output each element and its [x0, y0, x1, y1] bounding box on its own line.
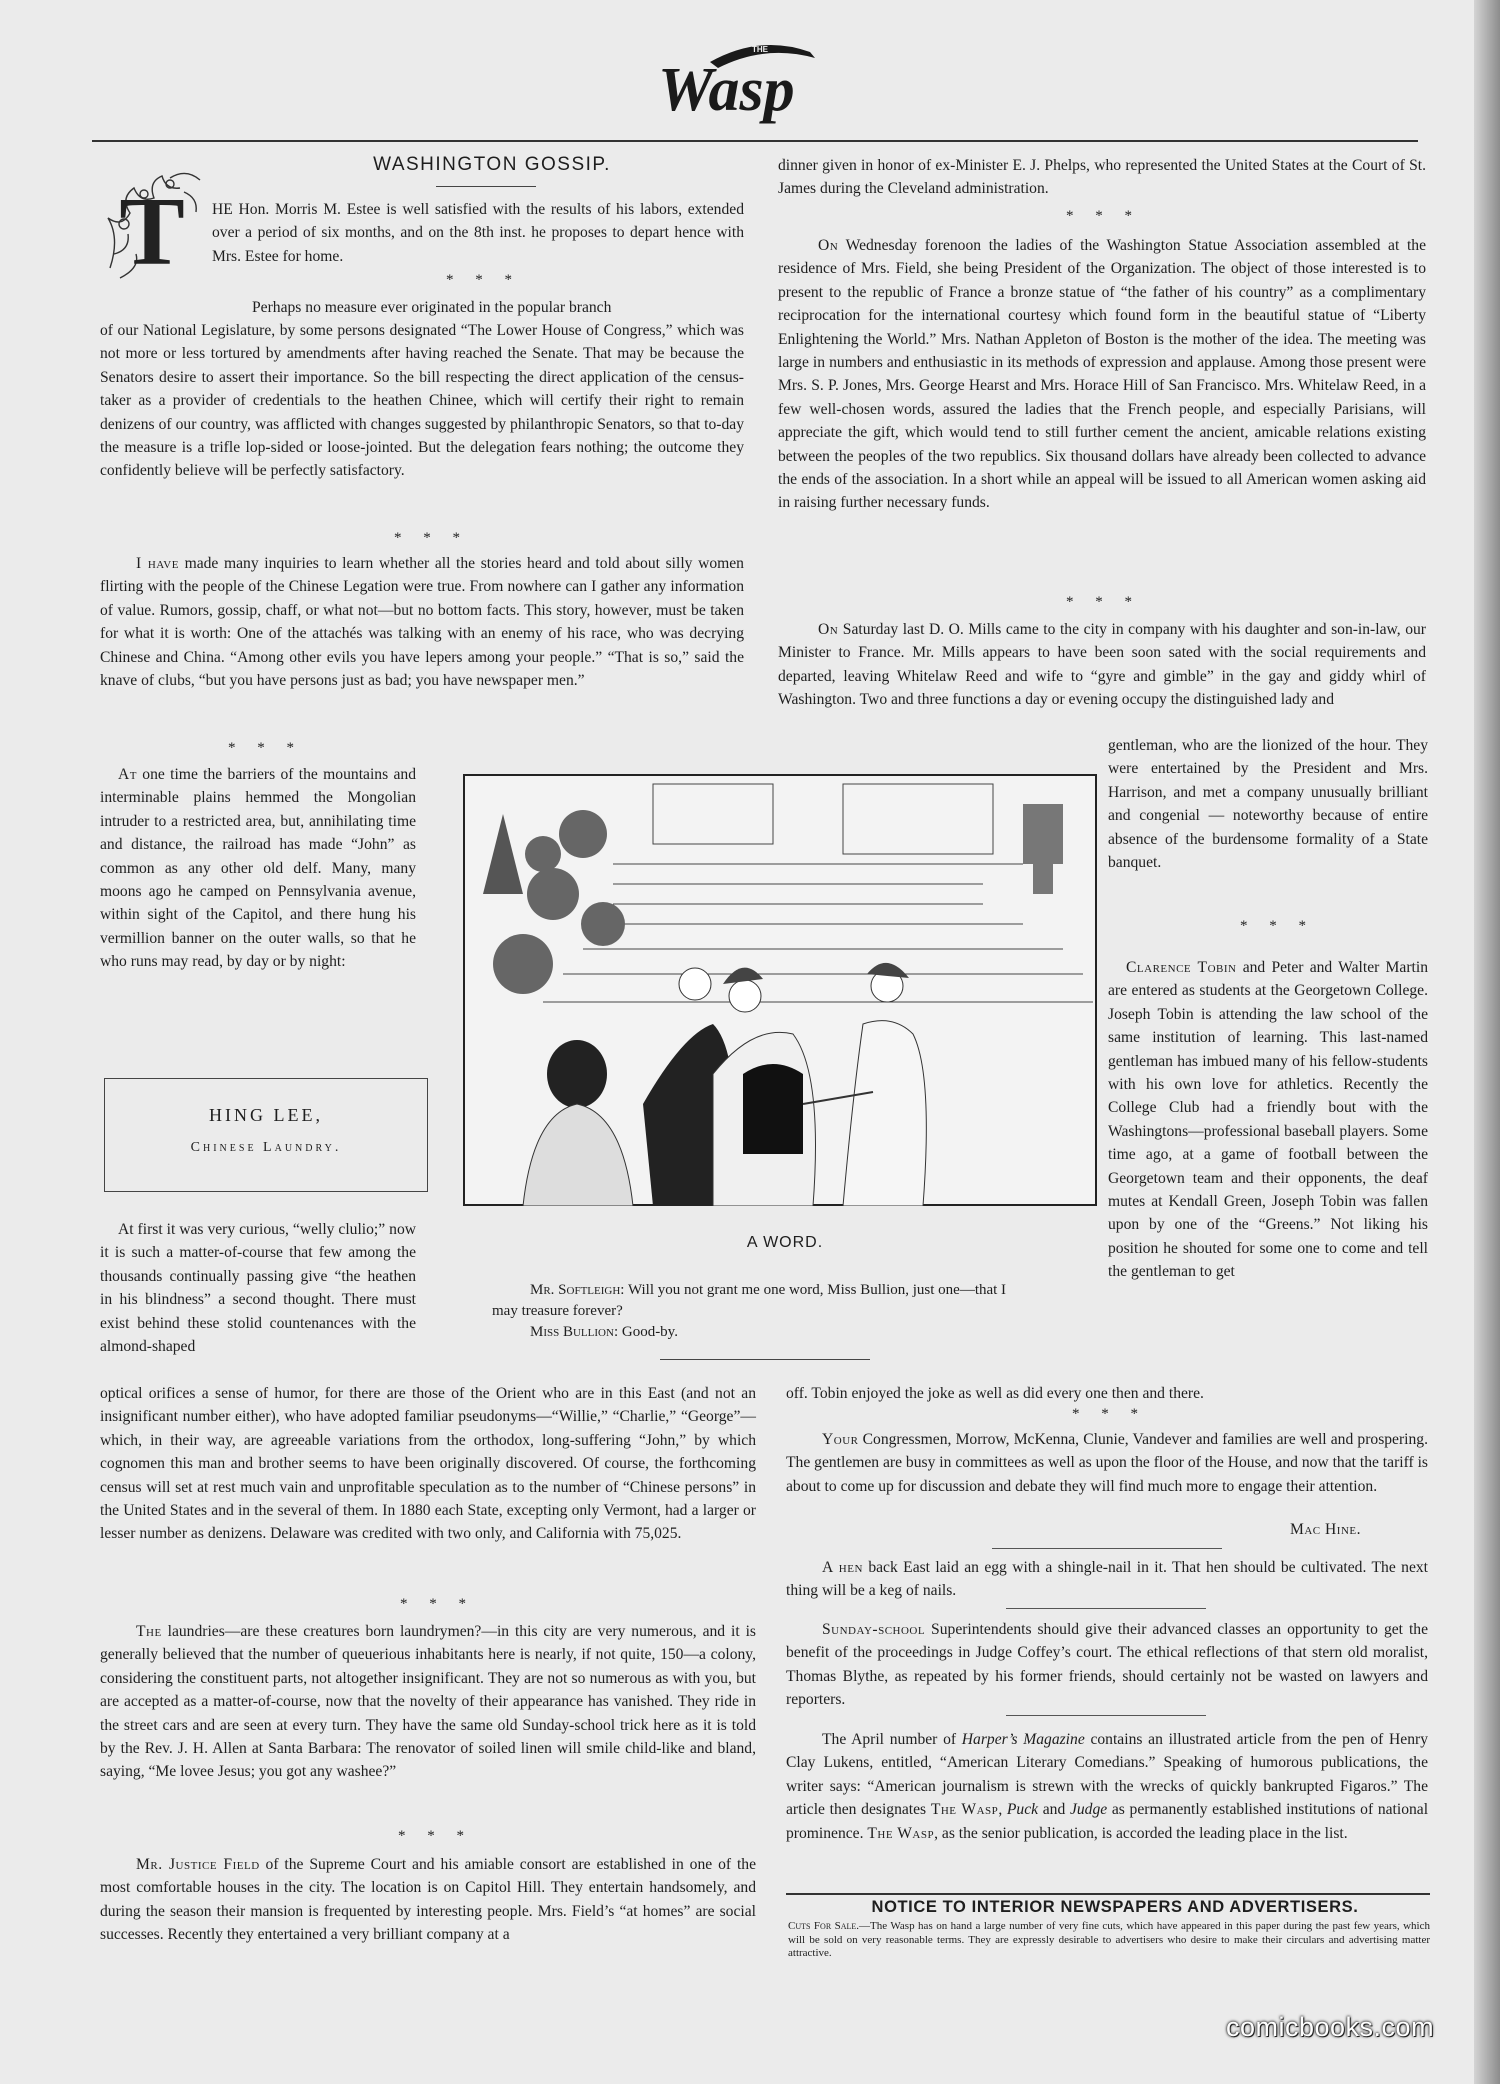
caption-line: : Good-by. — [613, 1324, 678, 1340]
smallcaps-lead: On — [818, 621, 839, 638]
paragraph-phelps: dinner given in honor of ex-Minister E. J. Phelps, who represented the United States at the Court of St. James during the Cleveland administration. — [778, 157, 1426, 198]
paragraph-sunday-school — [786, 1618, 1428, 1712]
smallcaps-lead: Clarence Tobin — [1126, 959, 1237, 976]
paragraph-text: back East laid an egg with a shingle-nail in it. That hen should be cultivated. The next thing will be a keg of nails. — [786, 1559, 1428, 1600]
paragraph-text: and Peter and Walter Martin are entered as students at the Georgetown College. Joseph Tobin is attending the law school of the same institution of learning. This last-named gentleman has imbued many of his fellow-students with his own love for athletics. Recently the College Club had a friendly bout with the Washingtons—professional baseball players. Some time ago, at a game of football between the Georgetown team and their opponents, the deaf mutes at Kendall Green, Joseph Tobin was fallen upon by one of the “Greens.” Not liking his position he shouted for some one to come and tell the gentleman to get — [1108, 959, 1428, 1281]
smallcaps-lead: A hen — [822, 1559, 863, 1576]
illustration-title: A WORD. — [746, 1234, 824, 1251]
publication-name: The Wasp — [930, 1801, 999, 1819]
notice-rule — [786, 1893, 1430, 1895]
smallcaps-lead: Mr. Justice Field — [136, 1856, 260, 1873]
article-heading: WASHINGTON GOSSIP. — [373, 154, 611, 175]
paragraph-text: Congressmen, Morrow, McKenna, Clunie, Vandever and families are well and prospering. The gentlemen are busy in committees as well as upon the floor of the House, and now that the tariff is about to come up for discussion and debate they will find much more to engage their attention. — [786, 1431, 1428, 1495]
paragraph-tobin — [1108, 956, 1428, 1284]
section-stars: * * * — [446, 272, 521, 288]
paragraph-laundries — [100, 1620, 756, 1784]
caption-rule — [660, 1359, 870, 1360]
site-watermark: comicbooks.com — [1226, 2012, 1435, 2042]
magazine-title: Harper’s Magazine — [961, 1731, 1085, 1748]
sign-subtitle: Chinese Laundry. — [190, 1140, 342, 1155]
paragraph-mills-cont: gentleman, who are the lionized of the hour. They were entertained by the President and Mrs. Harrison, and met a company unusually brilliant and congenial — noteworthy because of entire absence of the burdensome formality of a State banquet. — [1108, 737, 1428, 872]
section-stars: * * * — [1072, 1406, 1147, 1422]
caption-speaker: Miss Bullion — [530, 1324, 614, 1340]
paragraph-text: and — [1038, 1801, 1070, 1819]
section-stars: * * * — [228, 740, 303, 756]
masthead-the: THE — [752, 45, 768, 54]
caption-dialogue-2 — [530, 1322, 830, 1343]
notice-lead: Cuts For Sale. — [788, 1920, 860, 1932]
section-stars: * * * — [1066, 594, 1141, 610]
publication-name: The Wasp — [867, 1824, 935, 1842]
paragraph-text: Wednesday forenoon the ladies of the Washington Statue Association assembled at the residence of Mrs. Field, she being President of the Organization. The object of those interested is to present to the republic of France a bronze statue of “the father of his country” as a complimentary reciprocation for the international courtesy which found form in the beautiful statue of “Liberty Enlightening the World.” Mrs. Nathan Appleton of Boston is the mother of the idea. The meeting was large in numbers and enthusiastic in its methods of expression and applause. Among those present were Mrs. S. P. Jones, Mrs. George Hearst and Mrs. Horace Hill of San Francisco. Mrs. Whitelaw Reed, in a few well-chosen words, assured the ladies that the French people, and especially Parisians, will appreciate the gift, which would tend to still further cement the ancient, amicable relations existing between the peoples of the two republics. Six thousand dollars have already been collected to advance the ends of the association. In a short while an appeal will be issued to all American women asking aid in raising further necessary funds. — [778, 237, 1426, 512]
smallcaps-lead: The — [136, 1623, 162, 1640]
paragraph-hen — [786, 1556, 1428, 1603]
caption-line: : Will you not grant me one word, Miss Bullion, just one—that I may treasure forever? — [492, 1282, 1007, 1319]
smallcaps-lead: On — [818, 237, 839, 254]
paragraph-text: as permanently established institutions of national prominence. — [786, 1801, 1429, 1842]
notice-text: —The Wasp has on hand a large number of very fine cuts, which have appeared in this paper during the past few years, which will be sold on very reasonable terms. They are expressly desirable to advertisers who desire to make their circulars and advertising matter attractive. — [788, 1920, 1430, 1959]
publication-name: Judge — [1069, 1801, 1108, 1819]
masthead-logo — [640, 22, 850, 142]
paragraph-text: laundries—are these creatures born laundrymen?—in this city are very numerous, and it is generally believed that the number of queuerious inhabitants here is nearly, if not quite, 150—a colony, considering the constituent parts, not altogether insignificant. They are not so numerous as with you, but are accepted as a matter-of-course, now that the novelty of their appearance has vanished. They ride in the street cars and are seen at every turn. They have the same old Sunday-school trick here as it is told by the Rev. J. H. Allen at Santa Barbara: The renovator of soiled linen will smile child-like and bland, saying, “Me lovee Jesus; you got any washee?” — [100, 1623, 756, 1781]
paragraph-measure-lead: Perhaps no measure ever originated in the popular branch — [252, 299, 612, 316]
paragraph-text: made many inquiries to learn whether all the stories heard and told about silly women flirting with the people of the Chinese Legation were true. From nowhere can I gather any information of value. Rumors, gossip, chaff, or what not—but no bottom facts. This story, however, must be taken for what it is worth: One of the attachés was talking with an enemy of his race, who was decrying Chinese and China. “Among other evils you have lepers among your people.” “That is so,” said the knave of clubs, “but you have persons just as bad; you have newspaper men.” — [100, 555, 744, 690]
paragraph-tobin-cont: off. Tobin enjoyed the joke as well as did every one then and there. — [786, 1385, 1204, 1402]
publication-name: Puck — [1006, 1801, 1039, 1819]
paragraph-curious-cont: optical orifices a sense of humor, for there are those of the Orient who are in this East (and not an insignificant number either), who have adopted familiar pseudonyms—“Willie,” “Charlie,” “George”—which, in their way, are agreeable variations from the orthodox, long-suffering “John,” by which cognomen this man and brother seems to have been originally discovered. Of course, the forthcoming census will set at rest much vain and unprofitable speculation as to the number of “Chinese persons” in the United States and in the several of them. In 1880 each State, excepting only Vermont, had a larger or lesser number as denizens. Delaware was credited with two only, and California with 75,025. — [100, 1385, 756, 1543]
page-edge-shadow — [1474, 0, 1500, 2084]
laundry-sign — [104, 1078, 428, 1192]
paragraph-estee: HE Hon. Morris M. Estee is well satisfied with the results of his labors, extended over a period of six months, and on the 8th inst. he proposes to depart hence with Mrs. Estee for home. — [212, 201, 744, 265]
paragraph-text: , — [998, 1801, 1007, 1819]
paragraph-text: Saturday last D. O. Mills came to the city in company with his daughter and son-in-law, our Minister to France. Mr. Mills appears to have been soon sated with the social requirements and departed, leaving Whitelaw Reed and wife to “gyre and gimble” in the gay and giddy whirl of Washington. Two and three functions a day or evening occupy the distinguished lady and — [778, 621, 1426, 709]
smallcaps-lead: At — [118, 766, 137, 783]
paragraph-text: , as the senior publication, is accorded the leading place in the list. — [934, 1824, 1348, 1842]
paragraph-measure: of our National Legislature, by some persons designated “The Lower House of Congress,” which was not more or less tortured by amendments after having reached the Senate. That may be because the Senators desire to assert their importance. So the bill respecting the direct application of the census-taker as a provider of credentials to the heathen Chinee, which will certify their right to remain denizens of our country, was afflicted with changes suggested by philanthropic Senators, so that to-day the measure is a trifle lop-sided or loose-jointed. But the delegation fears nothing; the outcome they confidently believe will be perfectly satisfactory. — [100, 322, 744, 480]
section-stars: * * * — [398, 1828, 473, 1844]
paragraph-curious: At first it was very curious, “welly clulio;” now it is such a matter-of-course that few among the thousands continually passing give “the heathen in his blindness” a second thought. There must exist behind these stolid countenances with the almond-shaped — [100, 1221, 416, 1356]
notice-body — [788, 1920, 1430, 1961]
heading-rule — [436, 186, 536, 187]
section-stars: * * * — [400, 1596, 475, 1612]
masthead-title: Wasp — [658, 56, 795, 124]
dropcap-t — [100, 158, 212, 286]
section-rule — [992, 1548, 1222, 1549]
paragraph-text: one time the barriers of the mountains and interminable plains hemmed the Mongolian intruder to a restricted area, but, annihilating time and distance, the railroad has made “John” as common as any other old delf. Many, many moons ago he camped on Pennsylvania avenue, within sight of the Capitol, and there hung his vermillion banner on the outer walls, so that he who runs may read, by day or by night: — [100, 766, 416, 971]
paragraph-mills — [778, 618, 1426, 712]
paragraph-statue — [778, 234, 1426, 515]
section-rule — [1006, 1715, 1206, 1716]
author-signature: Mac Hine. — [1290, 1521, 1362, 1538]
masthead-rule — [92, 140, 1418, 142]
smallcaps-lead: Your — [822, 1431, 859, 1448]
caption-dialogue-1 — [492, 1280, 1012, 1322]
paragraph-text: of the Supreme Court and his amiable consort are established in one of the most comfortable houses in the city. The location is on Capitol Hill. They entertain handsomely, and during the season their mansion is frequented by interesting people. Mrs. Field’s “at homes” are social successes. Recently they entertained a very brilliant company at a — [100, 1856, 756, 1944]
engraving-illustration — [463, 774, 1097, 1206]
section-stars: * * * — [1066, 208, 1141, 224]
paragraph-harpers — [786, 1728, 1428, 1845]
section-stars: * * * — [394, 530, 469, 546]
notice-title: NOTICE TO INTERIOR NEWSPAPERS AND ADVERTISERS. — [871, 1898, 1359, 1916]
smallcaps-lead: I have — [136, 555, 179, 572]
wasp-logo-icon — [640, 22, 850, 142]
paragraph-congressmen — [786, 1428, 1428, 1498]
dropcap-letter: T — [119, 178, 185, 286]
paragraph-barriers — [100, 763, 416, 974]
paragraph-text: contains an illustrated article from the pen of Henry Clay Lukens, entitled, “American Literary Comedians.” Speaking of humorous publications, the writer says: “American journalism is strewn with the wrecks of quickly bankrupted Figaros.” The article then designates — [786, 1731, 1429, 1819]
paragraph-legation — [100, 552, 744, 692]
section-rule — [1006, 1608, 1206, 1609]
paragraph-justice-field — [100, 1853, 756, 1947]
caption-speaker: Mr. Softleigh — [530, 1282, 621, 1298]
paragraph-text: Superintendents should give their advanced classes an opportunity to get the benefit of the proceedings in Judge Coffey’s court. The ethical reflections of that stern old moralist, Thomas Blythe, as repeated by his former friends, should certainly not be wasted on lawyers and reporters. — [786, 1621, 1428, 1709]
section-stars: * * * — [1240, 918, 1315, 934]
sign-name: HING LEE, — [209, 1105, 323, 1125]
paragraph-text: The April number of — [822, 1731, 962, 1748]
smallcaps-lead: Sunday-school — [822, 1621, 926, 1638]
